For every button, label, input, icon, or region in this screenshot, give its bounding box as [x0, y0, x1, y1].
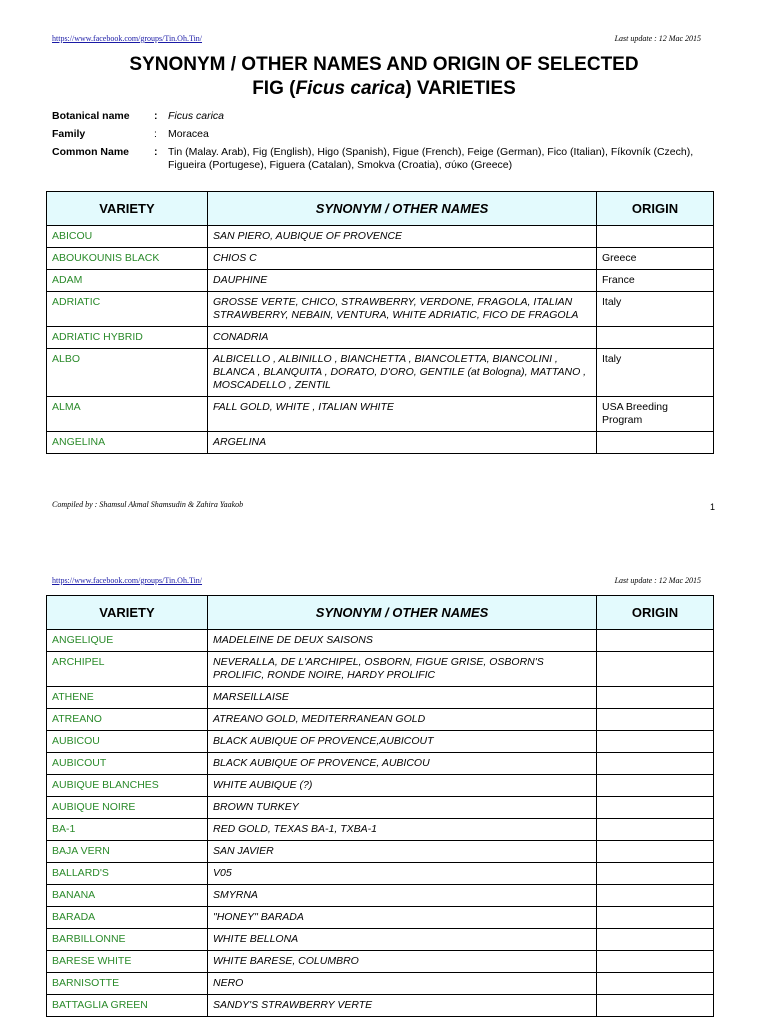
variety-table-page-2	[46, 595, 714, 1017]
table-row	[47, 819, 714, 841]
origin-cell: Italy	[597, 292, 714, 327]
table-row	[47, 951, 714, 973]
table-row	[47, 753, 714, 775]
table-row	[47, 226, 714, 248]
origin-cell: France	[597, 270, 714, 292]
facebook-group-link[interactable]: https://www.facebook.com/groups/Tin.Oh.Tin/	[52, 34, 203, 43]
table-row	[47, 248, 714, 270]
origin-cell	[597, 652, 714, 687]
table-row	[47, 397, 714, 432]
origin-cell	[597, 797, 714, 819]
origin-cell	[597, 687, 714, 709]
variety-cell: ANGELIQUE	[47, 630, 208, 652]
variety-cell: BARBILLONNE	[47, 929, 208, 951]
synonym-cell: WHITE AUBIQUE (?)	[208, 775, 597, 797]
variety-cell: ADRIATIC	[47, 292, 208, 327]
table-row	[47, 841, 714, 863]
origin-cell	[597, 775, 714, 797]
synonym-cell: BROWN TURKEY	[208, 797, 597, 819]
table-header-row	[47, 192, 714, 226]
origin-cell	[597, 432, 714, 454]
page-title	[0, 53, 768, 101]
column-header-variety: VARIETY	[47, 596, 208, 630]
synonym-cell: WHITE BELLONA	[208, 929, 597, 951]
variety-cell: BA-1	[47, 819, 208, 841]
table-row	[47, 349, 714, 397]
origin-cell	[597, 630, 714, 652]
variety-cell: BARADA	[47, 907, 208, 929]
table-row	[47, 885, 714, 907]
table-header-row	[47, 596, 714, 630]
origin-cell	[597, 327, 714, 349]
variety-cell: ALBO	[47, 349, 208, 397]
origin-cell	[597, 929, 714, 951]
column-header-synonym: SYNONYM / OTHER NAMES	[208, 192, 597, 226]
variety-cell: ATREANO	[47, 709, 208, 731]
variety-cell: BANANA	[47, 885, 208, 907]
column-header-origin: ORIGIN	[597, 596, 714, 630]
variety-table-page-1	[46, 191, 714, 454]
variety-cell: BAJA VERN	[47, 841, 208, 863]
table-row	[47, 995, 714, 1017]
variety-cell: BARNISOTTE	[47, 973, 208, 995]
table-row	[47, 973, 714, 995]
synonym-cell: BLACK AUBIQUE OF PROVENCE, AUBICOU	[208, 753, 597, 775]
table-row	[47, 327, 714, 349]
synonym-cell: DAUPHINE	[208, 270, 597, 292]
last-update-text: Last update : 12 Mac 2015	[614, 34, 701, 43]
synonym-cell: RED GOLD, TEXAS BA-1, TXBA-1	[208, 819, 597, 841]
variety-cell: ABICOU	[47, 226, 208, 248]
table-row	[47, 652, 714, 687]
page-number: 1	[710, 502, 716, 512]
column-header-synonym: SYNONYM / OTHER NAMES	[208, 596, 597, 630]
synonym-cell: ARGELINA	[208, 432, 597, 454]
origin-cell	[597, 841, 714, 863]
synonym-cell: "HONEY" BARADA	[208, 907, 597, 929]
table-row	[47, 731, 714, 753]
variety-cell: AUBICOU	[47, 731, 208, 753]
origin-cell	[597, 951, 714, 973]
last-update-text-page-2: Last update : 12 Mac 2015	[614, 576, 701, 585]
table-row	[47, 687, 714, 709]
synonym-cell: ATREANO GOLD, MEDITERRANEAN GOLD	[208, 709, 597, 731]
origin-cell: USA Breeding Program	[597, 397, 714, 432]
table-row	[47, 432, 714, 454]
table-row	[47, 797, 714, 819]
table-row	[47, 775, 714, 797]
synonym-cell: NEVERALLA, DE L'ARCHIPEL, OSBORN, FIGUE GRISE, OSBORN'S PROLIFIC, RONDE NOIRE, HARDY PROLIFIC	[208, 652, 597, 687]
variety-cell: BALLARD'S	[47, 863, 208, 885]
origin-cell	[597, 819, 714, 841]
synonym-cell: GROSSE VERTE, CHICO, STRAWBERRY, VERDONE, FRAGOLA, ITALIAN STRAWBERRY, NEBAIN, VENTURA, WHITE ADRIATIC, FICO DE FRAGOLA	[208, 292, 597, 327]
synonym-cell: WHITE BARESE, COLUMBRO	[208, 951, 597, 973]
table-row	[47, 630, 714, 652]
origin-cell: Italy	[597, 349, 714, 397]
origin-cell: Greece	[597, 248, 714, 270]
variety-cell: ARCHIPEL	[47, 652, 208, 687]
synonym-cell: BLACK AUBIQUE OF PROVENCE,AUBICOUT	[208, 731, 597, 753]
synonym-cell: ALBICELLO , ALBINILLO , BIANCHETTA , BIANCOLETTA, BIANCOLINI , BLANCA , BLANQUITA , DORATO, D'ORO, GENTILE (at Bologna), MATTANO , MOSCADELLO , ZENTIL	[208, 349, 597, 397]
variety-cell: AUBIQUE BLANCHES	[47, 775, 208, 797]
synonym-cell: MARSEILLAISE	[208, 687, 597, 709]
column-header-origin: ORIGIN	[597, 192, 714, 226]
variety-cell: AUBICOUT	[47, 753, 208, 775]
table-row	[47, 929, 714, 951]
variety-cell: BATTAGLIA GREEN	[47, 995, 208, 1017]
origin-cell	[597, 885, 714, 907]
synonym-cell: CONADRIA	[208, 327, 597, 349]
title-line-2: FIG (Ficus carica) VARIETIES	[252, 78, 516, 99]
origin-cell	[597, 731, 714, 753]
table-row	[47, 907, 714, 929]
title-line-1: SYNONYM / OTHER NAMES AND ORIGIN OF SELECTED	[129, 54, 639, 75]
table-row	[47, 709, 714, 731]
table-row	[47, 292, 714, 327]
facebook-group-link-page-2[interactable]: https://www.facebook.com/groups/Tin.Oh.Tin/	[52, 576, 203, 585]
column-header-variety: VARIETY	[47, 192, 208, 226]
table-row	[47, 270, 714, 292]
variety-cell: ADAM	[47, 270, 208, 292]
variety-cell: ATHENE	[47, 687, 208, 709]
synonym-cell: SANDY'S STRAWBERRY VERTE	[208, 995, 597, 1017]
synonym-cell: SAN JAVIER	[208, 841, 597, 863]
compiled-by-text: Compiled by : Shamsul Akmal Shamsudin & Zahira Yaakob	[52, 500, 244, 509]
synonym-cell: SMYRNA	[208, 885, 597, 907]
origin-cell	[597, 907, 714, 929]
origin-cell	[597, 709, 714, 731]
variety-cell: ALMA	[47, 397, 208, 432]
origin-cell	[597, 753, 714, 775]
synonym-cell: CHIOS C	[208, 248, 597, 270]
synonym-cell: V05	[208, 863, 597, 885]
origin-cell	[597, 226, 714, 248]
synonym-cell: NERO	[208, 973, 597, 995]
synonym-cell: MADELEINE DE DEUX SAISONS	[208, 630, 597, 652]
synonym-cell: SAN PIERO, AUBIQUE OF PROVENCE	[208, 226, 597, 248]
synonym-cell: FALL GOLD, WHITE , ITALIAN WHITE	[208, 397, 597, 432]
variety-cell: ABOUKOUNIS BLACK	[47, 248, 208, 270]
variety-cell: AUBIQUE NOIRE	[47, 797, 208, 819]
origin-cell	[597, 973, 714, 995]
variety-cell: ADRIATIC HYBRID	[47, 327, 208, 349]
origin-cell	[597, 995, 714, 1017]
variety-cell: ANGELINA	[47, 432, 208, 454]
origin-cell	[597, 863, 714, 885]
table-row	[47, 863, 714, 885]
variety-cell: BARESE WHITE	[47, 951, 208, 973]
